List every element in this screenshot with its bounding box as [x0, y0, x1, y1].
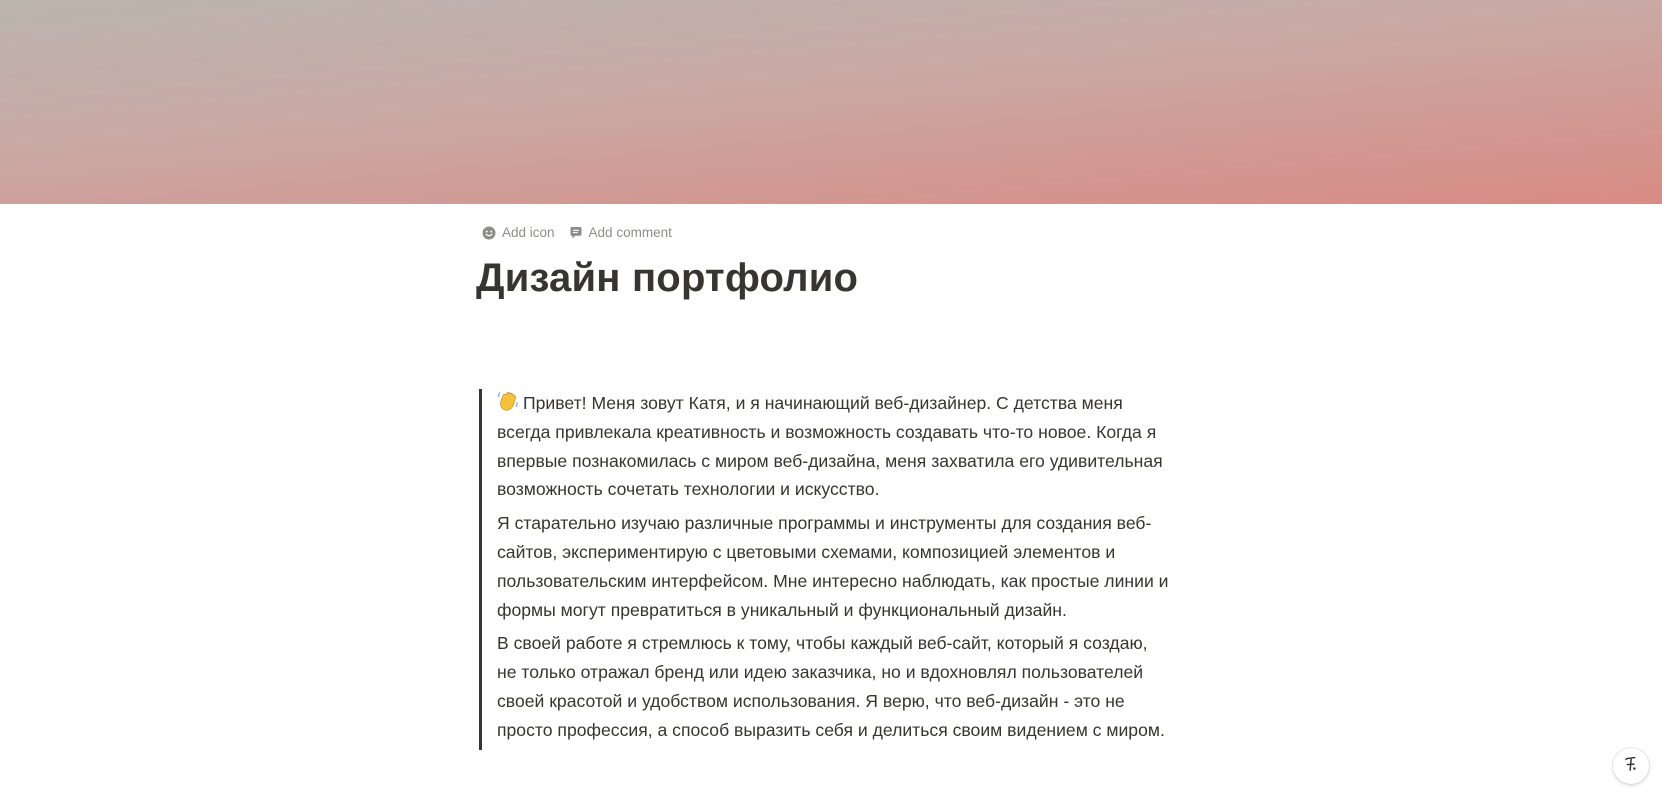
help-button[interactable] [1613, 748, 1649, 784]
page-controls [482, 225, 672, 240]
quote-paragraph[interactable]: В своей работе я стремлюсь к тому, чтобы каждый веб-сайт, который я создаю, не только отражал бренд или идею заказчика, но и вдохновлял пользователей своей красотой и удобством использования. Я верю, что веб-дизайн - это не просто профессия, а способ выразить себя и делиться своим видением с миром. [497, 633, 1165, 740]
add-comment-button[interactable] [569, 225, 672, 240]
page-title[interactable]: Дизайн портфолио [476, 256, 859, 300]
smiley-icon [482, 226, 496, 240]
add-icon-button[interactable] [482, 225, 555, 240]
quote-paragraph[interactable]: Я старательно изучаю различные программы и инструменты для создания веб-сайтов, экспериментирую с цветовыми схемами, композицией элементов и пользовательским интерфейсом. Мне интересно наблюдать, как простые линии и формы могут превратиться в уникальный и функциональный дизайн. [497, 513, 1169, 620]
page-cover-image[interactable] [0, 0, 1662, 204]
quote-text-1: Привет! Меня зовут Катя, и я начинающий веб-дизайнер. С детства меня всегда привлекала креативность и возможность создавать что-то новое. Когда я впервые познакомилась с миром веб-дизайна, меня захватила его удивительная возможность сочетать технологии и искусство. [497, 393, 1163, 500]
add-icon-label: Add icon [502, 225, 555, 240]
quote-paragraph[interactable] [497, 389, 1169, 504]
waving-hand-icon [497, 390, 519, 412]
quote-block[interactable] [479, 389, 1169, 750]
add-comment-label: Add comment [588, 225, 672, 240]
comment-icon [569, 226, 583, 240]
help-icon [1622, 755, 1640, 778]
